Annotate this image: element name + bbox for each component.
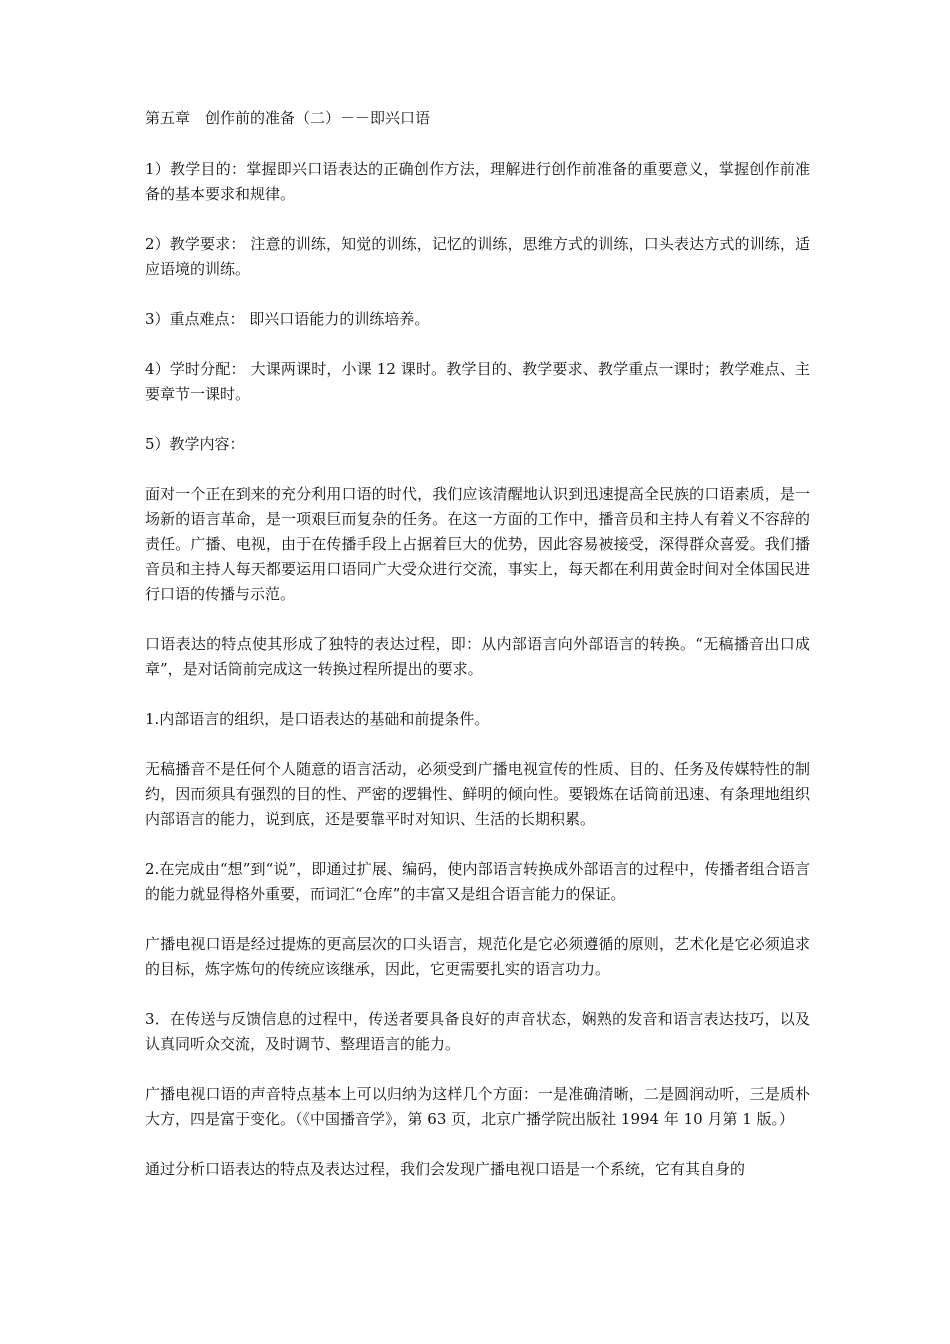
- paragraph-teaching-goal: 1）教学目的：掌握即兴口语表达的正确创作方法，理解进行创作前准备的重要意义，掌握创作前准备的基本要求和规律。: [145, 160, 810, 203]
- paragraph-voice-features: 广播电视口语的声音特点基本上可以归纳为这样几个方面：一是准确清晰，二是圆润动听，三是质朴大方，四是富于变化。（《中国播音学》，第 63 页，北京广播学院出版社 1994 年 10 月第 1 版。）: [145, 1085, 810, 1128]
- paragraph-point-2-detail: 广播电视口语是经过提炼的更高层次的口头语言，规范化是它必须遵循的原则，艺术化是它必须追求的目标，炼字炼句的传统应该继承，因此，它更需要扎实的语言功力。: [145, 935, 810, 978]
- document-body: [145, 106, 810, 1207]
- paragraph-intro: 面对一个正在到来的充分利用口语的时代，我们应该清醒地认识到迅速提高全民族的口语素质，是一场新的语言革命，是一项艰巨而复杂的任务。在这一方面的工作中，播音员和主持人有着义不容辞的责任。广播、电视，由于在传播手段上占据着巨大的优势，因此容易被接受，深得群众喜爱。我们播音员和主持人每天都要运用口语同广大受众进行交流，事实上，每天都在利用黄金时间对全体国民进行口语的传播与示范。: [145, 485, 810, 603]
- paragraph-point-1: 1.内部语言的组织，是口语表达的基础和前提条件。: [145, 710, 490, 728]
- paragraph-point-1-detail: 无稿播音不是任何个人随意的语言活动，必须受到广播电视宣传的性质、目的、任务及传媒特性的制约，因而须具有强烈的目的性、严密的逻辑性、鲜明的倾向性。要锻炼在话筒前迅速、有条理地组织内部语言的能力，说到底，还是要靠平时对知识、生活的长期积累。: [145, 760, 810, 828]
- chapter-title: 第五章 创作前的准备（二）－－即兴口语: [145, 109, 431, 127]
- paragraph-teaching-requirements: 2）教学要求： 注意的训练，知觉的训练，记忆的训练，思维方式的训练，口头表达方式的训练，适应语境的训练。: [145, 235, 810, 278]
- paragraph-point-2: 2.在完成由“想”到“说”，即通过扩展、编码，使内部语言转换成外部语言的过程中，传播者组合语言的能力就显得格外重要，而词汇“仓库”的丰富又是组合语言能力的保证。: [145, 860, 810, 903]
- paragraph-expression-process: 口语表达的特点使其形成了独特的表达过程，即：从内部语言向外部语言的转换。“无稿播音出口成章”，是对话筒前完成这一转换过程所提出的要求。: [145, 635, 810, 678]
- paragraph-key-difficulties: 3）重点难点： 即兴口语能力的训练培养。: [145, 310, 430, 328]
- paragraph-point-3: 3．在传送与反馈信息的过程中，传送者要具备良好的声音状态，娴熟的发音和语言表达技巧，以及认真同听众交流，及时调节、整理语言的能力。: [145, 1010, 810, 1053]
- paragraph-teaching-content-heading: 5）教学内容：: [145, 435, 245, 453]
- paragraph-system-analysis: 通过分析口语表达的特点及表达过程，我们会发现广播电视口语是一个系统，它有其自身的: [145, 1160, 746, 1178]
- paragraph-hours-allocation: 4）学时分配： 大课两课时，小课 12 课时。教学目的、教学要求、教学重点一课时；教学难点、主要章节一课时。: [145, 360, 810, 403]
